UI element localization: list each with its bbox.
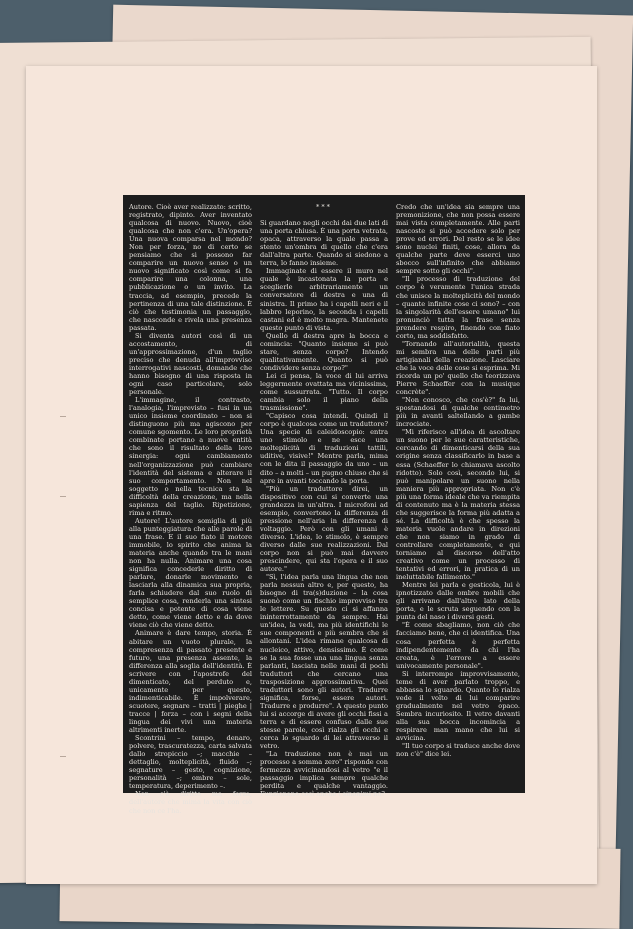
text-column-3: [396, 203, 520, 783]
paragraph: Si interrompe improvvisamente, teme di aver parlato troppo, e abbassa lo sguardo. Quanto lo rialza vede il volto di lui comparire gradualmente nel vetro opaco. Sembra incuriosito. Il vetro davanti alla sua bocca incomincia a respirare man mano che lui si avvicina.: [396, 669, 520, 743]
paragraph: Si diventa autori così di un accostamento, di un'approssimazione, d'un taglio preciso che denuda all'improvviso interrogativi nascosti, domande che hanno bisogno di una risposta in ogni caso particolare, solo personale.: [129, 331, 252, 397]
paragraph: L'immagine, il contrasto, l'analogia, l'imprevisto – fusi in un unico insieme coordinato – non si distinguono più ma agiscono per comune sgomento. Le loro proprietà combinate portano a nuove entità che sono il risultato della loro sinergia: ogni cambiamento nell'organizzazione può cambiare l'identità del sistema e alterare il suo comportamento. Non nel soggetto o nella tecnica sta la difficoltà della creazione, ma nella sapienza del taglio. Ripetizione, rima e ritmo.: [129, 396, 252, 517]
paragraph: Si guardano negli occhi dai due lati di una porta chiusa. È una porta vetrata, opaca, attraverso la quale passa a stento un'ombra di quello che c'era dall'altra parte. Quando si siedono a terra, lo fanno insieme.: [260, 219, 388, 268]
paragraph: "È come sbagliamo, non ciò che facciamo bene, che ci identifica. Una cosa perfetta è perfetta indipendentemente da chi l'ha creata, è l'errore a essere univocamente personale".: [396, 621, 520, 670]
paragraph: "Più un traduttore direi, un dispositivo con cui si converte una grandezza in un'altra. I microfoni ad esempio, convertono la differenza di pressione nell'aria in differenza di voltaggio. Però con gli umani è diverso. L'idea, lo stimolo, è sempre diverso dalle sue realizzazioni. Dal corpo non si può mai davvero prescindere, qui sta l'opera e il suo autore.": [260, 484, 388, 574]
paragraph: "Tornando all'autorialità, questa mi sembra una delle parti più artigianali della creazione. Lasciare che la voce delle cose si esprima. Mi ricorda un po' quello che teorizzava Pierre Schaeffer con la musique concrète".: [396, 339, 520, 397]
paragraph: "Capisco cosa intendi. Quindi il corpo è qualcosa come un traduttore? Una specie di caleidoscopio: entra uno stimolo e ne esce una molteplicità di traduzioni tattili, uditive, visive!" Mentre parla, mima con le dita il passaggio da uno – un dito – a molti – un pugno chiuso che si apre in avanti toccando la porta.: [260, 412, 388, 485]
printed-page: [26, 66, 597, 884]
paragraph: Autore. Cioè aver realizzato: scritto, registrato, dipinto. Aver inventato qualcosa di nuovo. Nuovo, cioè qualcosa che non c'era. Un'opera? Una nuova comparsa nel mondo? Non per forza, no di certo se pensiamo che si possono far comparire un nuovo senso o un nuovo significato così come si fa comparire una colonna, una pubblicazione o un invito. La traccia, ad esempio, precede la pertinenza di una tale distinzione. È ciò che testimonia un passaggio, che nasconde e rivela una presenza passata.: [129, 203, 252, 332]
paragraph: Non c'è diritto ma forza, dell'autore che mima la vita con ciò che non ce l'ha.: [129, 790, 252, 815]
paragraph: "Sì, l'idea parla una lingua che non parla nessun altro e, per questo, ha bisogno di tra(s)duzione – la cosa suonò come un fischio improvviso tra le lettere. Su questo ci si affanna ininterrottamente da sempre. Hai un'idea, la vedi, ma più identifichi le sue componenti e più sembra che si allontani. L'idea rimane qualcosa di nucleico, attivo, densissimo. È come se la sua fosse una una lingua senza parlanti, lasciata nelle mani di pochi traduttori che cercano una trasposizione approssimativa. Quei traduttori sono gli autori. Tradurre significa, forse, essere autori. Tradurre e produrre". A questo punto lui si accorge di avere gli occhi fissi a terra e di essere confuso dalle sue stesse parole, così rialza gli occhi e cerca lo sguardo di lei attraverso il vetro.: [260, 573, 388, 751]
section-separator: ***: [316, 203, 332, 211]
paragraph: "La traduzione non è mai un processo a somma zero" risponde con fermezza avvicinandosi al vetro "e il passaggio implica sempre qualche perdita e qualche vantaggio. Funzionano così anche i sinonimi no?: [260, 750, 388, 799]
paragraph: "Non conosco, che cos'è?" fa lui, spostandosi di qualche centimetro più in avanti saltellando a gambe incrociate.: [396, 396, 520, 429]
paragraph: Lei ci pensa, la voce di lui arriva leggermente ovattata ma vicinissima, come sussurrata. "Tutto. Il corpo cambia solo il piano della trasmissione".: [260, 371, 388, 413]
text-column-1: [129, 203, 252, 815]
paragraph: "Mi riferisco all'idea di ascoltare un suono per le sue caratteristiche, cercando di dimenticarsi della sua origine senza classificarlo in base a essa (Schaeffer lo chiamava ascolto ridotto). Solo così, secondo lui, si può manipolare un suono nella maniera più appropriata. Non c'è più una forma ideale che va riempita di contenuto ma è la materia stessa che suggerisce la forma più adatta a sé. La difficoltà è che spesso la materia vuole andare in direzioni che non siamo in grado di controllare completamente, e qui torniamo al discorso dell'atto creativo come un processo di tentativi ed errori, in pratica di un ineluttabile fallimento.": [396, 428, 520, 582]
paragraph: Mentre lei parla e gesticola, lui è ipnotizzato dalle ombre mobili che gli arrivano dall'altro lato della porta, e le scruta seguendo con la punta del naso i diversi gesti.: [396, 581, 520, 622]
page-mark: [60, 416, 66, 417]
paragraph: Quello di destra apre la bocca e comincia: "Quanto insieme si può stare, senza corpo? Intendo qualitativamente. Quanto si può condividere senza corpo?": [260, 331, 388, 372]
text-column-2: [260, 203, 388, 799]
page-mark: [60, 496, 66, 497]
paragraph: Immaginate di essere il muro nel quale è incastonata la porta e sceglierle arbitrariamente un conversatore di destra e una di sinistra. Il primo ha i capelli neri e il labbro leporino, la seconda i capelli castani ed è molto magra. Mantenete questo punto di vista.: [260, 267, 388, 332]
paragraph: "Il tuo corpo si traduce anche dove non c'è" dice lei.: [396, 742, 520, 759]
paragraph: Autore! L'autore somiglia di più alla punteggiatura che alle parole di una frase. E il suo fiato il motore immobile, lo spirito che anima la materia anche quando tra le mani non ha nulla. Animare una cosa significa concederle diritto di parlare, donarle movimento e lasciarla alla dinamica sua propria, farla schiudere dal suo ruolo di semplice cosa, renderla una sintesi concisa e potente di cosa viene detto, come viene detto e da dove viene ciò che viene detto.: [129, 516, 252, 630]
page-mark: [60, 756, 66, 757]
paragraph: Animare è dare tempo, storia. È abitare un vuoto plurale, la compresenza di passato presente e futuro, una presenza assente, la differenza alla soglia dell'identità. È scrivere con l'apostrofe del dimenticato, del perduto e, unicamente per questo, indimenticabile. È impolverare, scuotere, segnare – tratti | pieghe | tracce | forza – con i segni della lingua dei vivi una materia altrimenti inerte.: [129, 629, 252, 735]
text-panel: [123, 195, 525, 815]
paragraph: Credo che un'idea sia sempre una premonizione, che non possa essere mai vista completamente. Alle parti nascoste si può accedere solo per prove ed errori. Del resto se le idee sono nuclei finiti, cose, allora da qualche parte deve esserci uno sbocco sull'infinito che abbiamo sempre sotto gli occhi".: [396, 203, 520, 276]
paragraph: Scontrini – tempo, denaro, polvere, trascuratezza, carta salvata dallo stropiccio –; macchie – dettaglio, molteplicità, fluido –; segnature – gesto, cognizione, personalità –; ombre – sole, temperatura, deperimento –.: [129, 734, 252, 791]
paragraph: "Il processo di traduzione del corpo è veramente l'unica strada che unisce la molteplicità del mondo – quante infinite cose ci sono? – con la singolarità dell'essere umano" lui pronunciò tutta la frase senza prendere respiro, finendo con fiato corto, ma soddisfatto.: [396, 275, 520, 340]
